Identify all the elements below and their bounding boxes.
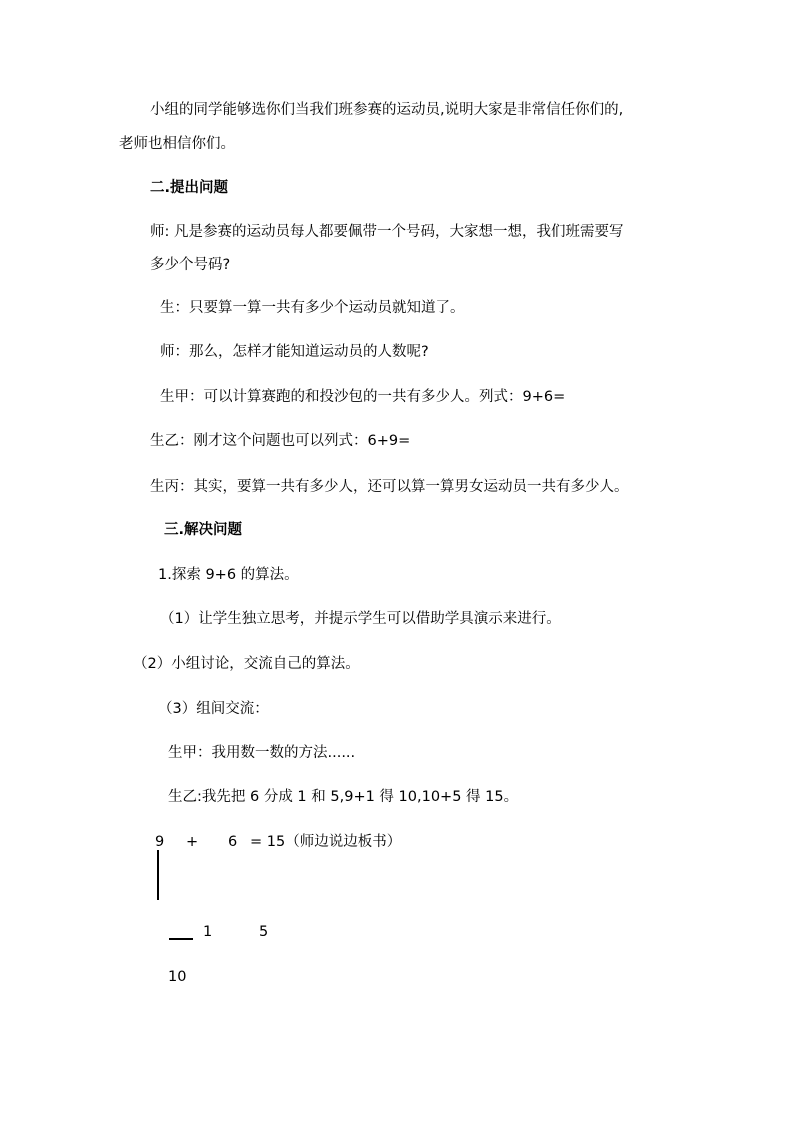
paragraph-line: 生甲：我用数一数的方法......: [168, 745, 356, 761]
list-item: （1）让学生独立思考，并提示学生可以借助学具演示来进行。: [160, 611, 561, 627]
paragraph-line: 师: 凡是参赛的运动员每人都要佩带一个号码，大家想一想，我们班需要写: [150, 224, 624, 240]
diagram-number-9: 9: [155, 834, 165, 850]
diagram-result: = 15（师边说边板书）: [250, 834, 402, 850]
diagram-ten: 10: [168, 969, 187, 985]
paragraph-line: 小组的同学能够选你们当我们班参赛的运动员,说明大家是非常信任你们的,: [150, 102, 624, 118]
diagram-vertical-line: [157, 850, 159, 900]
paragraph-line: 生丙：其实，要算一共有多少人，还可以算一算男女运动员一共有多少人。: [150, 479, 629, 495]
diagram-split-1: 1: [203, 924, 213, 940]
list-item: （2）小组讨论，交流自己的算法。: [133, 656, 360, 672]
paragraph-line: 老师也相信你们。: [119, 136, 235, 152]
paragraph-line: 生甲：可以计算赛跑的和投沙包的一共有多少人。列式：9+6=: [160, 389, 566, 405]
section-heading: 三.解决问题: [164, 522, 243, 538]
diagram-horizontal-line: [169, 938, 193, 940]
section-heading: 二.提出问题: [150, 180, 229, 196]
list-item: 1.探索 9+6 的算法。: [158, 567, 299, 583]
diagram-split-5: 5: [259, 924, 269, 940]
paragraph-line: 多少个号码?: [150, 257, 231, 273]
list-item: （3）组间交流：: [158, 701, 269, 717]
diagram-plus: +: [186, 834, 199, 850]
paragraph-line: 生乙：刚才这个问题也可以列式：6+9=: [150, 433, 411, 449]
paragraph-line: 生：只要算一算一共有多少个运动员就知道了。: [160, 300, 465, 316]
diagram-number-6: 6: [228, 834, 238, 850]
paragraph-line: 师：那么，怎样才能知道运动员的人数呢?: [160, 344, 429, 360]
paragraph-line: 生乙:我先把 6 分成 1 和 5,9+1 得 10,10+5 得 15。: [168, 789, 519, 805]
